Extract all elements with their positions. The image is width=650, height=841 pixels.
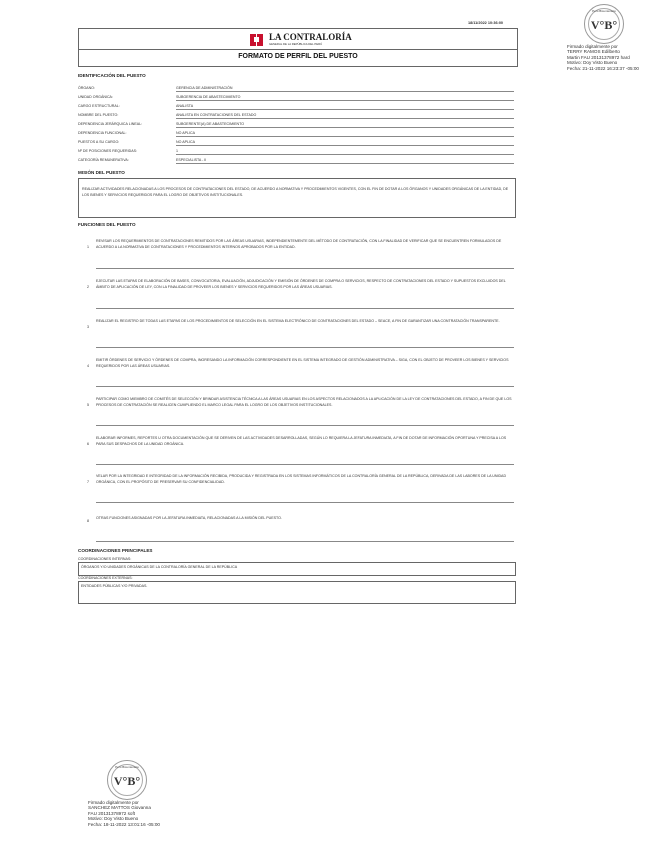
id-label: CATEGORÍA REMUNERATIVA: [78, 158, 129, 162]
document-code: 18/11/2022 10:36:00 [468, 21, 504, 25]
function-text: REALIZAR EL REGISTRO DE TODAS LAS ETAPAS DE LOS PROCEDIMIENTOS DE SELECCIÓN EN EL SISTEMA ELECTRÓNICO DE CONTRATACIONES DEL ESTADO – SEACE, A FIN DE GARANTIZAR UNA CONTRATACIÓN TRANSPARENTE. [96, 319, 500, 323]
signature-top-line: Motivo: Doy Visto Bueno [567, 60, 618, 66]
id-label: Nº DE POSICIONES REQUERIDAS: [78, 149, 138, 153]
mission-text: REALIZAR ACTIVIDADES RELACIONADAS A LOS PROCESOS DE CONTRATACIONES DEL ESTADO, DE ACUERDO A NORMATIVA Y PROCEDIMIENTOS VIGENTES, CON EL FIN DE DOTAR A LOS ÓRGANOS Y UNIDADES ORGÁNICAS DE LA ENTIDAD, DE LOS BIENES Y SERVICIOS REQUERIDOS PARA EL LOGRO DE OBJETIVOS INSTITUCIONALES. [82, 187, 509, 197]
seal-top-caption: Perú Bicentenario [592, 9, 616, 13]
id-label: DEPENDENCIA JERÁRQUICA LINEAL: [78, 122, 143, 126]
internal-box [78, 562, 516, 576]
signature-bottom-line: SANCHEZ MATTOS Giovanna [88, 805, 151, 811]
header-box [78, 28, 518, 67]
identification-heading: IDENTIFICACIÓN DEL PUESTO [78, 73, 146, 78]
id-value: NO APLICA [176, 131, 195, 135]
signature-bottom-line: Fecha: 18-11-2022 13:01:16 -05:00 [88, 821, 160, 827]
function-number: 2 [87, 285, 89, 289]
function-number: 4 [87, 364, 89, 368]
function-text: VELAR POR LA INTEGRIDAD E INTEGRIDAD DE LA INFORMACIÓN RECIBIDA, PRODUCIDA Y REGISTRADA EN LOS SISTEMAS INFORMÁTICOS DE LA CONTRALORÍA GENERAL DE LA REPÚBLICA, DERIVADA DE LAS LABORES DE LA UNIDAD ORGÁNICA, CON EL PROPÓSITO DE PRESERVAR SU CONFIDENCIALIDAD. [96, 474, 507, 484]
signature-bottom-line: Firmado digitalmente por [88, 800, 139, 805]
function-text: ELABORAR INFORMES, REPORTES U OTRA DOCUMENTACIÓN QUE SE DERIVEN DE LAS ACTIVIDADES DESARROLLADAS, SEGÚN LO REQUIERA LA JEFATURA INMEDIATA, A FIN DE DOTAR DE INFORMACIÓN OPORTUNA Y PRECISA A LOS PARA SUS DESPACHOS DE LA UNIDAD ORGÁNICA. [96, 436, 507, 446]
internal-value: ÓRGANOS Y/O UNIDADES ORGÁNICAS DE LA CONTRALORÍA GENERAL DE LA REPÚBLICA [81, 565, 238, 569]
external-label: COORDINACIONES EXTERNAS: [78, 576, 133, 580]
signature-bottom-block [88, 800, 208, 827]
logo-subtitle: GENERAL DE LA REPÚBLICA DEL PERÚ [269, 42, 323, 46]
function-number: 1 [87, 245, 89, 249]
function-number: 7 [87, 480, 89, 484]
function-text: REVISAR LOS REQUERIMIENTOS DE CONTRATACIONES REMITIDOS POR LAS ÁREAS USUARIAS, INDEPENDIENTEMENTE DEL MÉTODO DE CONTRATACIÓN, CON LA FINALIDAD DE VERIFICAR QUE SE ENCUENTREN FORMULADOS DE ACUERDO A LA NORMATIVA DE CONTRATACIONES Y PROCEDIMIENTOS INTERNOS APROBADOS POR LA ENTIDAD. [96, 239, 502, 249]
mission-box [78, 178, 516, 218]
function-number: 5 [87, 403, 89, 407]
id-value: ANALISTA [176, 104, 194, 108]
logo-title: LA CONTRALORÍA [269, 32, 352, 42]
seal-top-text: V°B° [590, 18, 618, 32]
id-label: DEPENDENCIA FUNCIONAL: [78, 131, 127, 135]
seal-bottom-text: V°B° [113, 774, 141, 788]
id-value: GERENCIA DE ADMINISTRACIÓN [176, 86, 233, 90]
id-label: PUESTOS A SU CARGO: [78, 140, 120, 144]
functions-heading: FUNCIONES DEL PUESTO [78, 222, 136, 227]
id-value: ESPECIALISTA - II [176, 158, 207, 162]
coordination-heading: COORDINACIONES PRINCIPALES [78, 548, 153, 553]
signature-bottom-line: FAU 20131378972 soft [88, 810, 135, 816]
function-number: 6 [87, 442, 89, 446]
form-title: FORMATO DE PERFIL DEL PUESTO [238, 53, 358, 60]
seal-bottom-caption: Perú Bicentenario [115, 765, 139, 769]
function-text: OTRAS FUNCIONES ASIGNADAS POR LA JEFATURA INMEDIATA, RELACIONADAS A LA MISIÓN DEL PUESTO. [96, 516, 282, 520]
id-value: ANALISTA EN CONTRATACIONES DEL ESTADO [176, 113, 257, 117]
signature-top-block [567, 44, 650, 71]
logo [249, 32, 359, 48]
signature-top-line: TERRY RAMOS Edilberto [567, 49, 620, 55]
function-number: 8 [87, 519, 89, 523]
id-value: NO APLICA [176, 140, 195, 144]
function-text: EMITIR ÓRDENES DE SERVICIO Y ÓRDENES DE COMPRA, INGRESANDO LA INFORMACIÓN CORRESPONDIENTE EN EL SISTEMA INTEGRADO DE GESTIÓN ADMINISTRATIVA – SIGA, CON EL OBJETO DE PROVEER LOS BIENES Y SERVICIOS REQUERIDOS POR LAS ÁREAS USUARIAS. [96, 358, 509, 368]
id-label: NOMBRE DEL PUESTO: [78, 113, 119, 117]
mission-heading: MISIÓN DEL PUESTO [78, 170, 125, 175]
function-number: 3 [87, 325, 89, 329]
logo-emblem-icon [249, 33, 267, 47]
signature-bottom-line: Motivo: Doy Visto Bueno [88, 816, 139, 822]
id-value: 1 [176, 149, 178, 153]
signature-top-line: Martin FAU 20131378972 hard [567, 54, 630, 60]
external-box [78, 581, 516, 604]
vobo-seal-bottom [107, 760, 147, 800]
id-value: SUBGERENTE(A) DE ABASTECIMIENTO [176, 122, 245, 126]
id-label: CARGO ESTRUCTURAL: [78, 104, 120, 108]
id-label: ÓRGANO: [78, 86, 95, 90]
vobo-seal-top [584, 4, 624, 44]
internal-label: COORDINACIONES INTERNAS: [78, 557, 132, 561]
external-value: ENTIDADES PÚBLICAS Y/O PRIVADAS. [81, 584, 148, 588]
signature-top-line: Firmado digitalmente por [567, 44, 618, 49]
function-text: PARTICIPAR COMO MIEMBRO DE COMITÉS DE SELECCIÓN Y BRINDAR ASISTENCIA TÉCNICA A LAS ÁREAS USUARIAS EN LOS ASPECTOS RELACIONADOS A LA APLICACIÓN DE LA LEY DE CONTRATACIONES DEL ESTADO, A FIN DE QUE LOS PROCESOS DE CONTRATACIÓN SE REALICEN CUMPLIENDO EL MARCO LEGAL PARA EL LOGRO DE LOS OBJETIVOS INSTITUCIONALES. [96, 397, 512, 407]
id-value: SUBGERENCIA DE ABASTECIMIENTO [176, 95, 241, 99]
function-text: EJECUTAR LAS ETAPAS DE ELABORACIÓN DE BASES, CONVOCATORIA, EVALUACIÓN, ADJUDICACIÓN Y EMISIÓN DE ÓRDENES DE COMPRA O SERVICIOS, RESPECTO DE CONTRATACIONES DEL ESTADO Y SUPUESTOS EXCLUIDOS DEL ÁMBITO DE APLICACIÓN DE LEY, CON LA FINALIDAD DE PROVEER LOS BIENES Y SERVICIOS REQUERIDOS POR LAS ÁREAS USUARIAS. [96, 279, 506, 289]
id-label: UNIDAD ORGÁNICA: [78, 95, 113, 99]
signature-top-line: Fecha: 21-11-2022 16:23:37 -05:00 [567, 65, 639, 71]
